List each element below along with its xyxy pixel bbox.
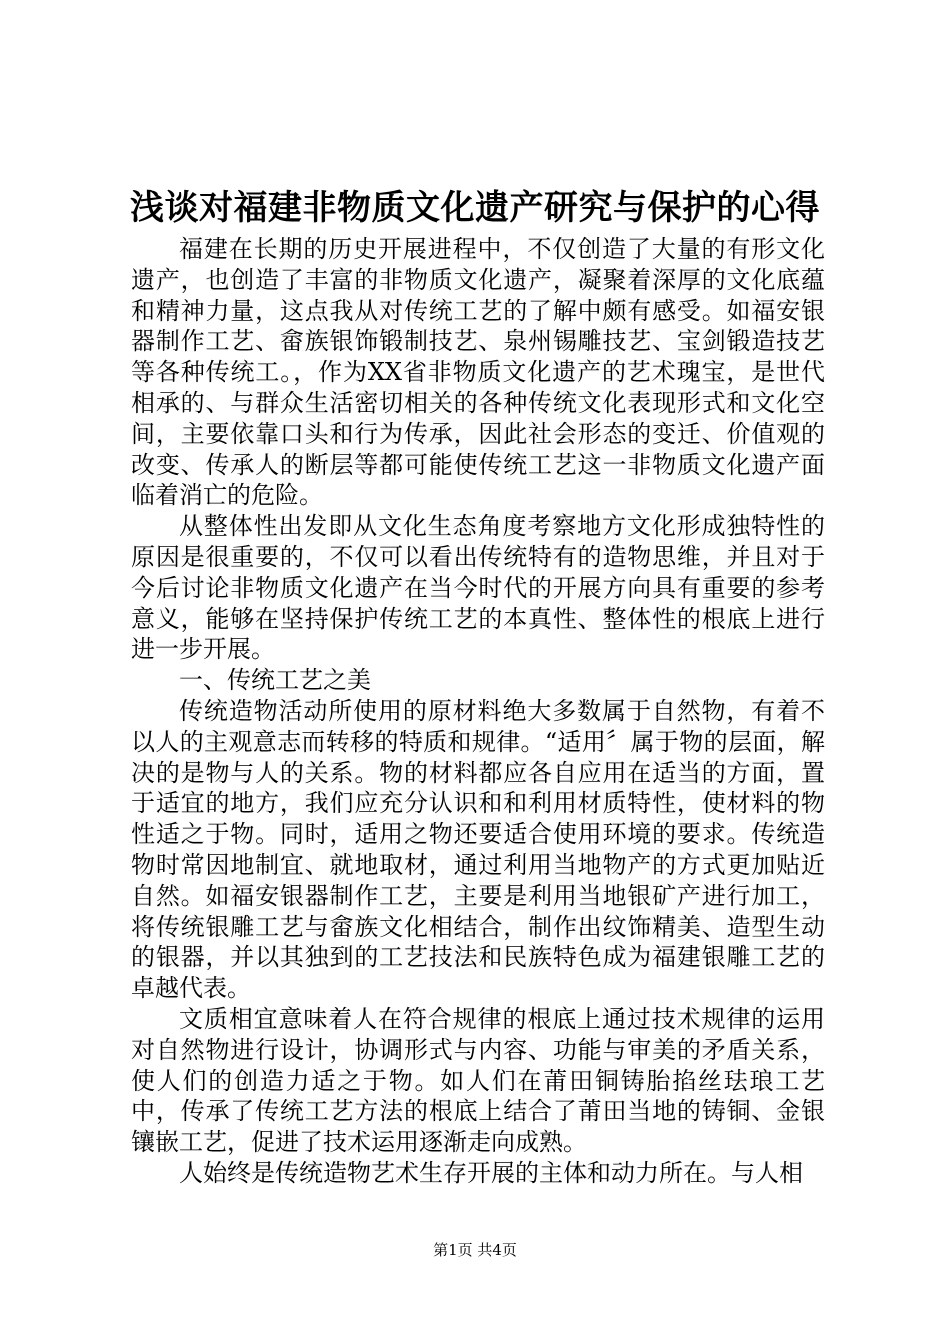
paragraph: 福建在长期的历史开展进程中，不仅创造了大量的有形文化遗产，也创造了丰富的非物质文化遗产，凝聚着深厚的文化底蕴和精神力量，这点我从对传统工艺的了解中颇有感受。如福安银器制作工艺、畲族银饰锻制技艺、泉州锡雕技艺、宝剑锻造技艺等各种传统工。，作为XX省非物质文化遗产的艺术瑰宝，是世代相承的、与群众生活密切相关的各种传统文化表现形式和文化空间，主要依靠口头和行为传承，因此社会形态的变迁、价值观的改变、传承人的断层等都可能使传统工艺这一非物质文化遗产面临着消亡的危险。	[131, 235, 825, 510]
document-title: 浅谈对福建非物质文化遗产研究与保护的心得	[130, 188, 820, 228]
page-footer: 第1页 共4页	[433, 1241, 517, 1259]
paragraph: 文质相宜意味着人在符合规律的根底上通过技术规律的运用对自然物进行设计，协调形式与内容、功能与审美的矛盾关系，使人们的创造力适之于物。如人们在莆田铜铸胎掐丝珐琅工艺中，传承了传统工艺方法的根底上结合了莆田当地的铸铜、金银镶嵌工艺，促进了技术运用逐渐走向成熟。	[131, 1004, 825, 1157]
paragraph: 传统造物活动所使用的原材料绝大多数属于自然物，有着不以人的主观意志而转移的特质和规律。“适用〞属于物的层面，解决的是物与人的关系。物的材料都应各自应用在适当的方面，置于适宜的地方，我们应充分认识和和利用材质特性，使材料的物性适之于物。同时，适用之物还要适合使用环境的要求。传统造物时常因地制宜、就地取材，通过利用当地物产的方式更加贴近自然。如福安银器制作工艺，主要是利用当地银矿产进行加工，将传统银雕工艺与畲族文化相结合，制作出纹饰精美、造型生动的银器，并以其独到的工艺技法和民族特色成为福建银雕工艺的卓越代表。	[131, 696, 825, 1003]
document-body	[131, 234, 825, 1189]
paragraph: 从整体性出发即从文化生态角度考察地方文化形成独特性的原因是很重要的，不仅可以看出传统特有的造物思维，并且对于今后讨论非物质文化遗产在当今时代的开展方向具有重要的参考意义，能够在坚持保护传统工艺的本真性、整体性的根底上进行进一步开展。	[131, 512, 825, 664]
paragraph: 人始终是传统造物艺术生存开展的主体和动力所在。与人相	[179, 1158, 803, 1187]
section-heading: 一、传统工艺之美	[179, 666, 371, 695]
